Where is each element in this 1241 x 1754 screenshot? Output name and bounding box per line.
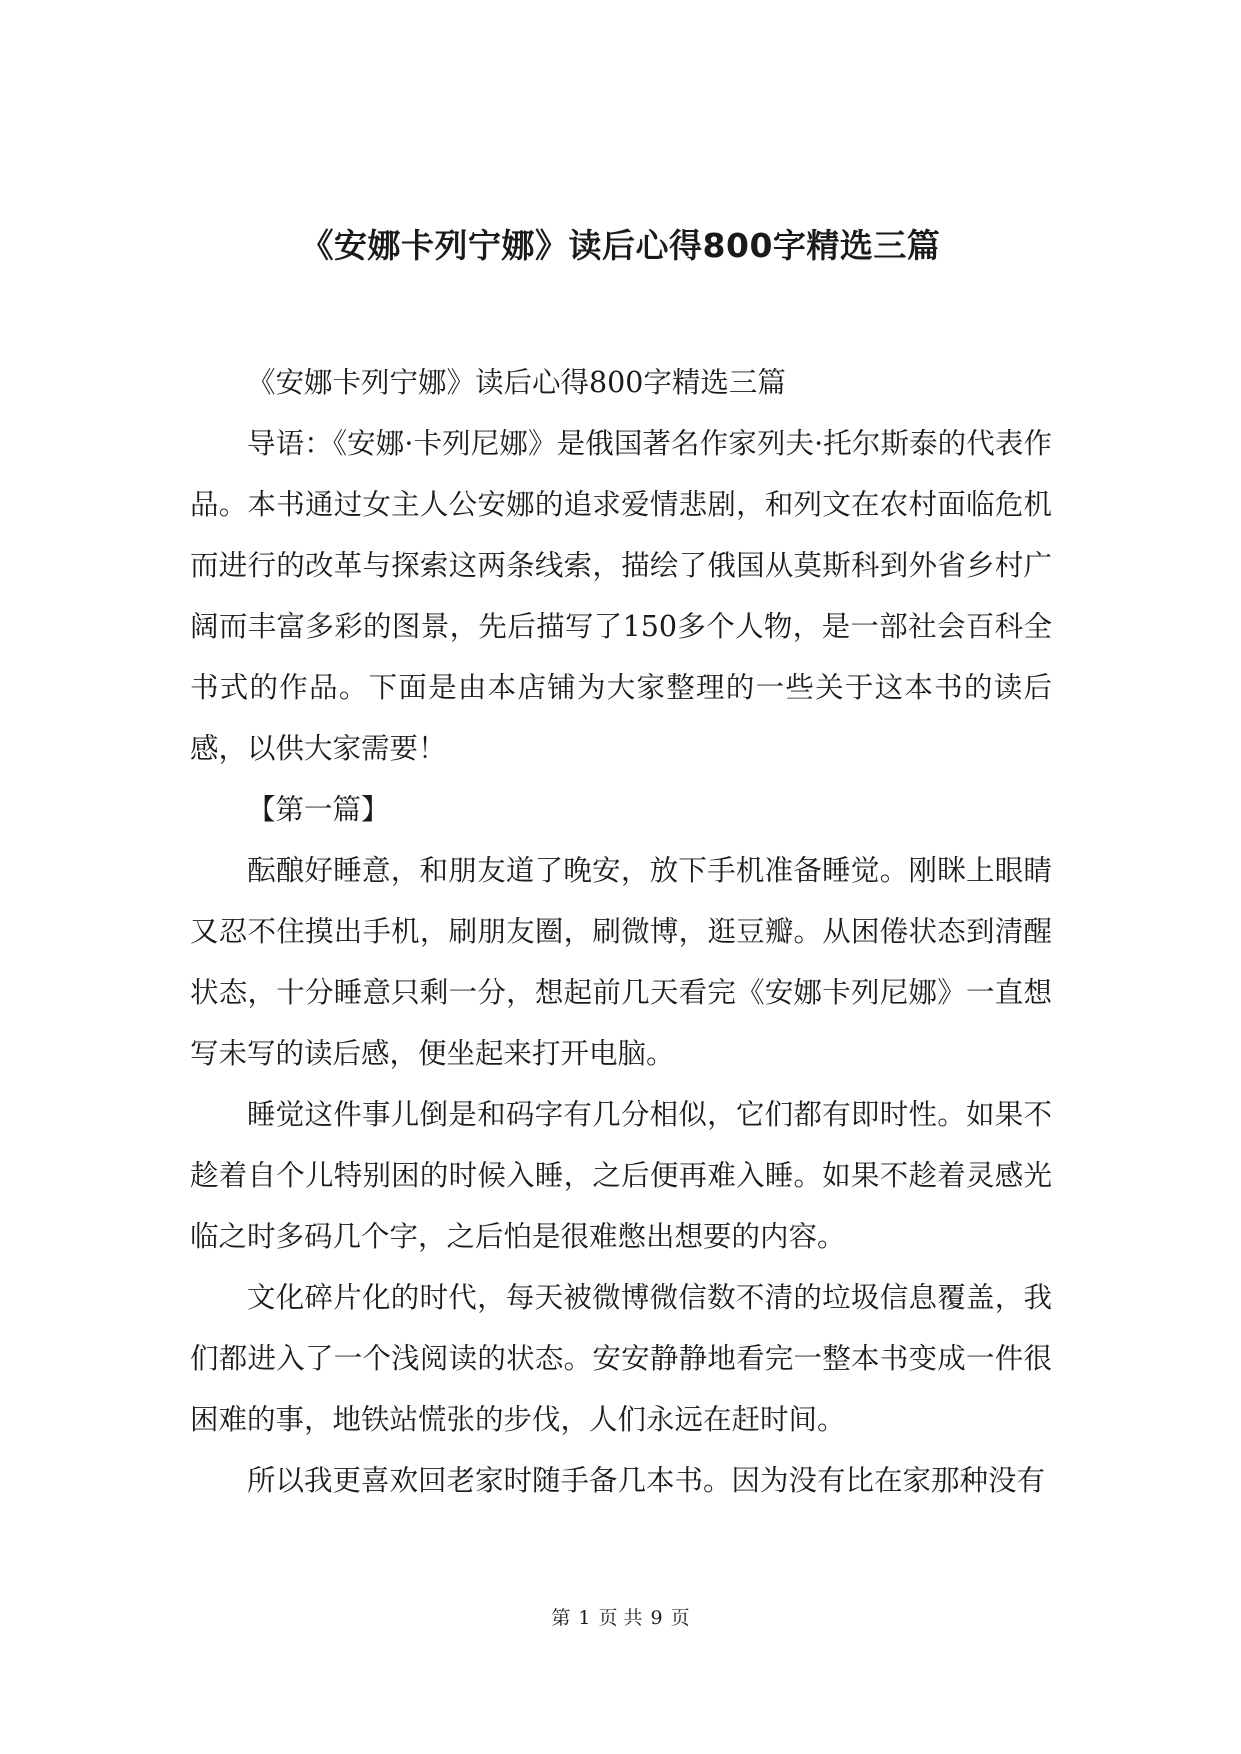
document-title: 《安娜卡列宁娜》读后心得800字精选三篇 bbox=[300, 226, 941, 265]
footer-suffix: 页 bbox=[670, 1607, 690, 1629]
footer-prefix: 第 bbox=[551, 1607, 571, 1629]
paragraph: 酝酿好睡意，和朋友道了晚安，放下手机准备睡觉。刚眯上眼睛又忍不住摸出手机，刷朋友圈，刷微博，逛豆瓣。从困倦状态到清醒状态，十分睡意只剩一分，想起前几天看完《安娜卡列尼娜》一直想写未写的读后感，便坐起来打开电脑。 bbox=[190, 854, 1052, 1070]
paragraph: 睡觉这件事儿倒是和码字有几分相似，它们都有即时性。如果不趁着自个儿特别困的时候入睡，之后便再难入睡。如果不趁着灵感光临之时多码几个字，之后怕是很难憋出想要的内容。 bbox=[190, 1098, 1052, 1253]
paragraph: 所以我更喜欢回老家时随手备几本书。因为没有比在家那种没有 bbox=[247, 1464, 1046, 1497]
current-page-number: 1 bbox=[578, 1607, 591, 1629]
footer-middle: 页 共 bbox=[598, 1607, 643, 1629]
paragraph: 导语：《安娜·卡列尼娜》是俄国著名作家列夫·托尔斯泰的代表作品。本书通过女主人公安娜的追求爱情悲剧，和列文在农村面临危机而进行的改革与探索这两条线索，描绘了俄国从莫斯科到外省乡村广阔而丰富多彩的图景，先后描写了150多个人物，是一部社会百科全书式的作品。下面是由本店铺为大家整理的一些关于这本书的读后感，以供大家需要！ bbox=[190, 427, 1052, 765]
paragraph: 《安娜卡列宁娜》读后心得800字精选三篇 bbox=[247, 366, 786, 399]
paragraph: 文化碎片化的时代，每天被微博微信数不清的垃圾信息覆盖，我们都进入了一个浅阅读的状态。安安静静地看完一整本书变成一件很困难的事，地铁站慌张的步伐，人们永远在赶时间。 bbox=[190, 1281, 1052, 1436]
page-footer bbox=[0, 1605, 1241, 1631]
document-body bbox=[190, 352, 1052, 1511]
total-page-count: 9 bbox=[650, 1607, 663, 1629]
section-heading: 【第一篇】 bbox=[247, 793, 390, 826]
